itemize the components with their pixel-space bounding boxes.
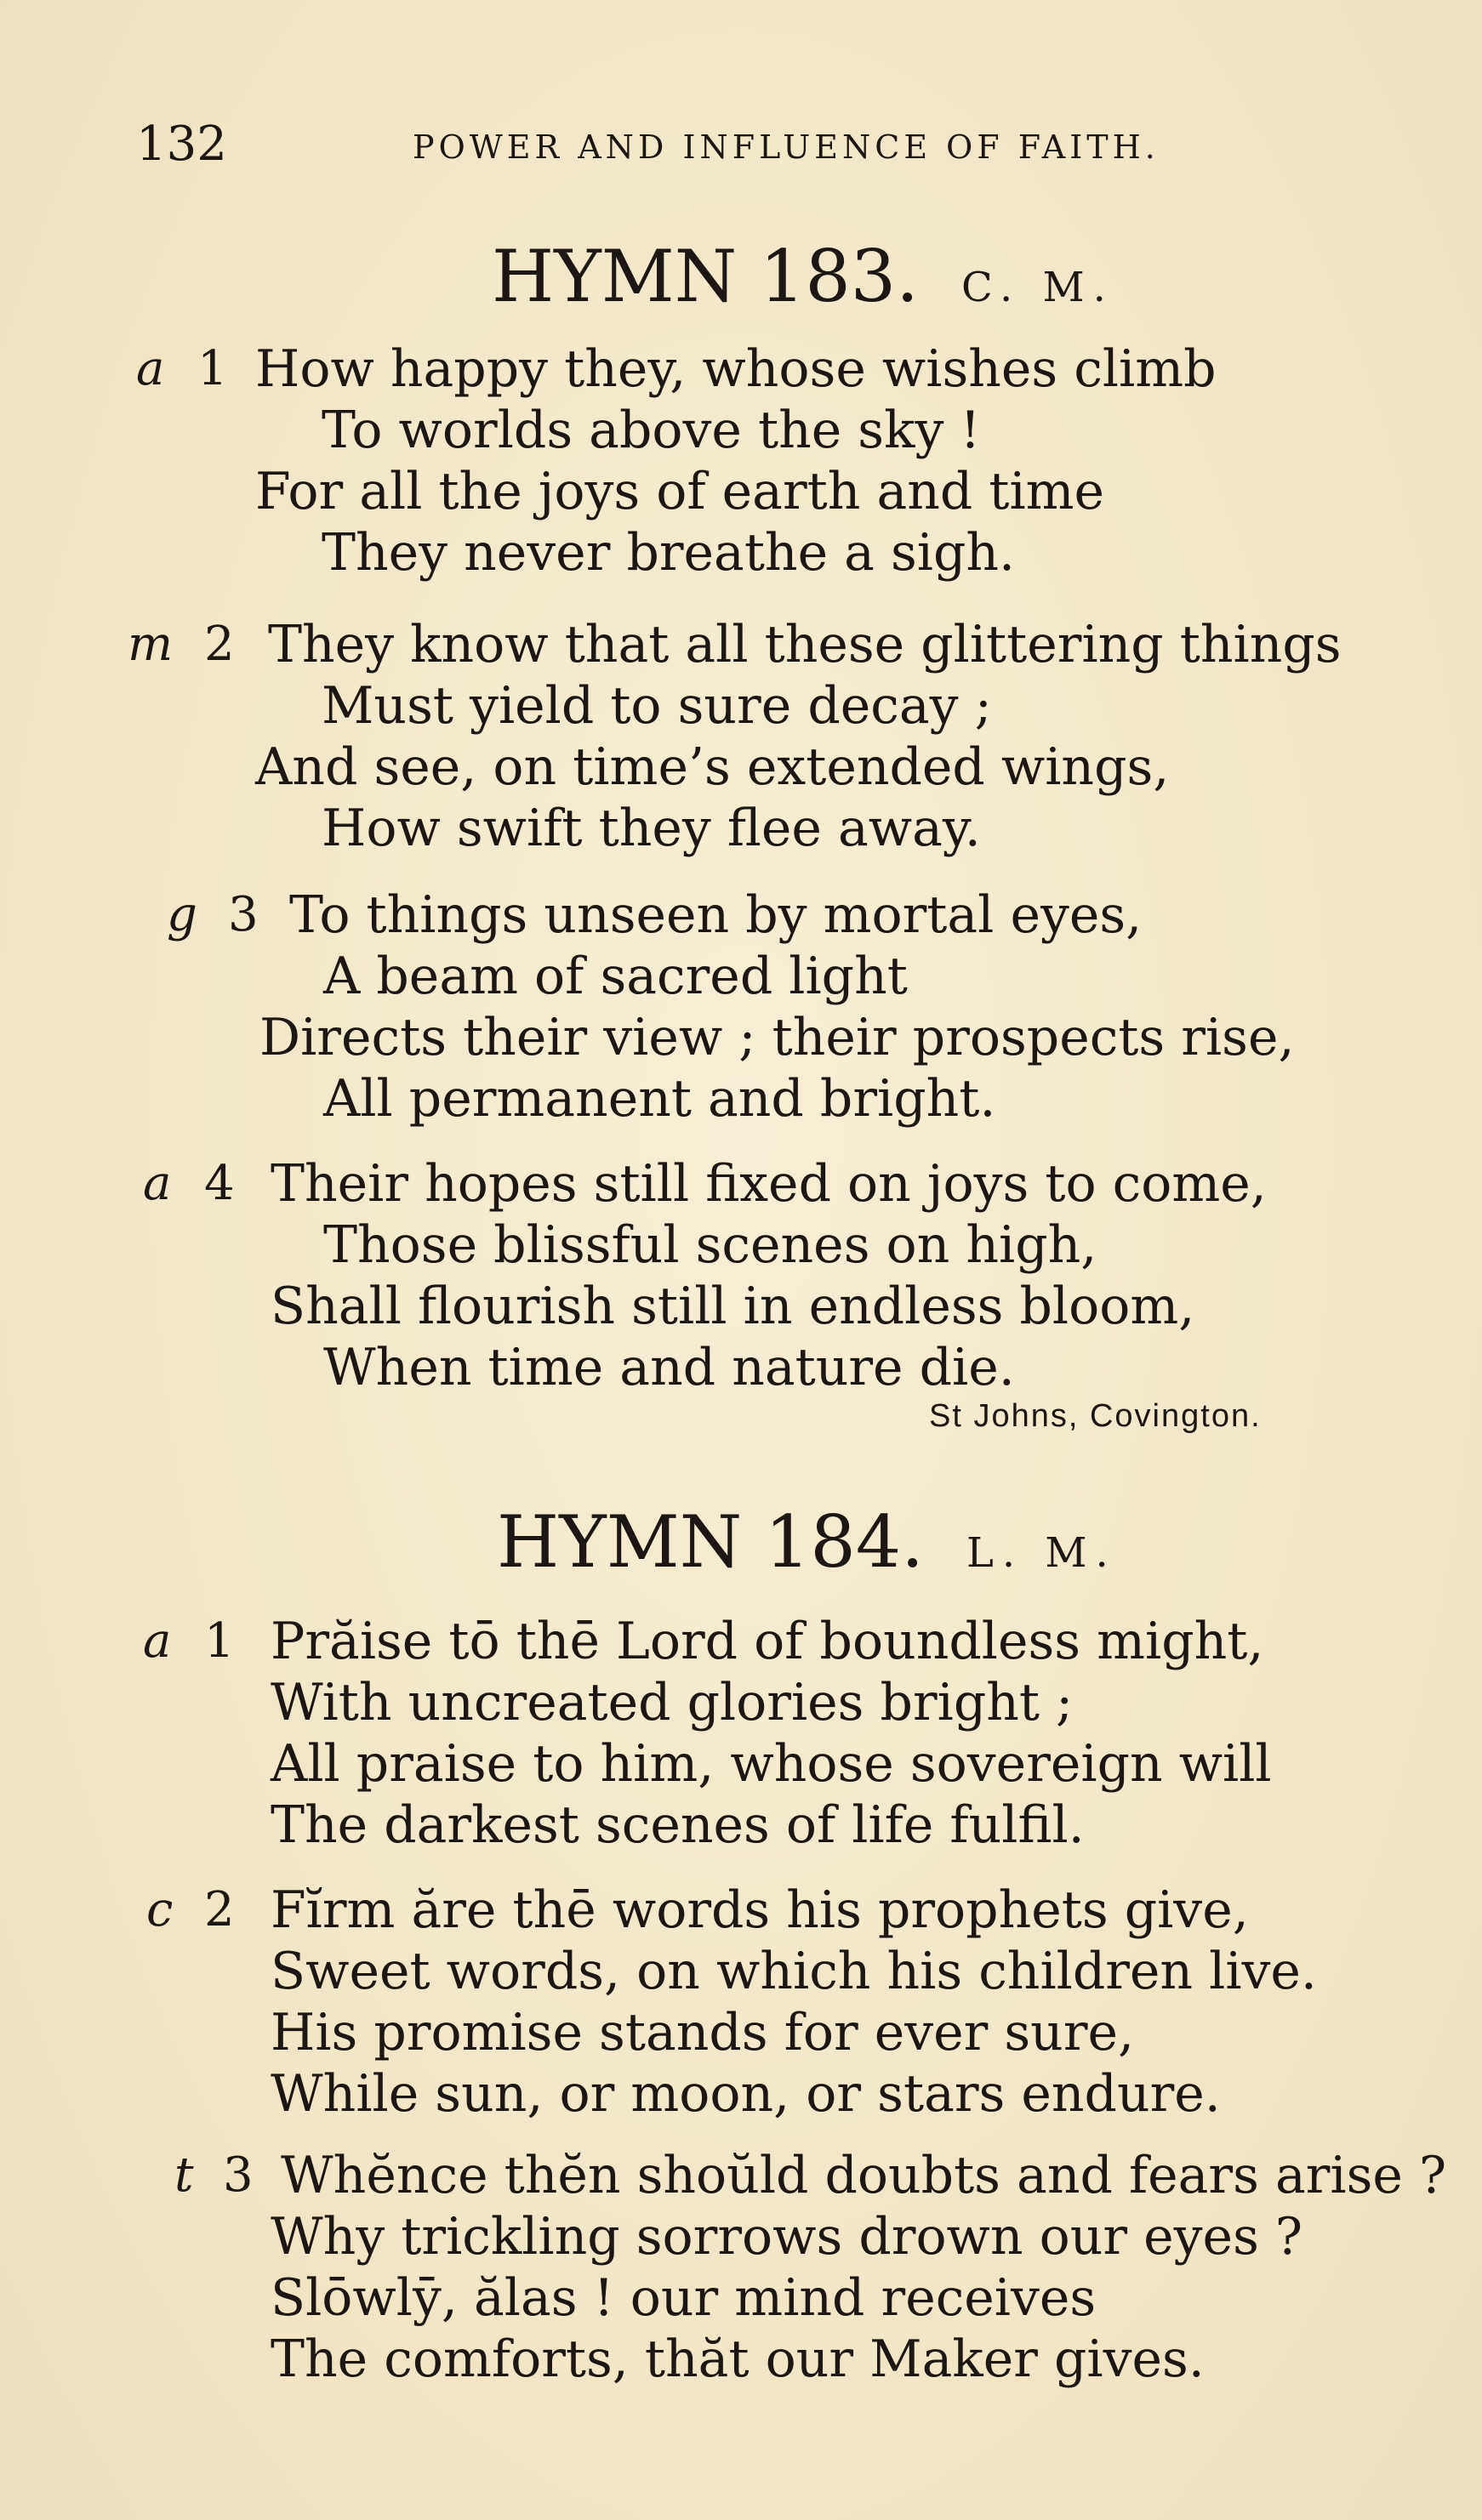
stanza-number: 1: [204, 1613, 235, 1669]
stanza-mark: g: [167, 887, 197, 942]
verse-line: They never breathe a sigh.: [322, 523, 1016, 583]
hymn-title: HYMN 184.: [497, 1500, 924, 1584]
verse-line: Must yield to sure decay ;: [322, 676, 992, 736]
verse-line: The comforts, thăt our Maker gives.: [271, 2329, 1205, 2389]
verse-line: The darkest scenes of life fulfil.: [271, 1795, 1085, 1855]
verse-line: And see, on time’s extended wings,: [255, 737, 1170, 797]
verse-line: Whĕnce thĕn shoŭld doubts and fears arise ?: [281, 2146, 1447, 2205]
stanza-mark: a: [136, 341, 165, 396]
stanza-number: 2: [204, 1882, 235, 1937]
verse-line: Prăise tō thē Lord of boundless might,: [271, 1612, 1264, 1671]
stanza-mark: a: [143, 1613, 172, 1669]
stanza-number: 4: [204, 1156, 235, 1211]
stanza-number: 2: [204, 617, 235, 672]
verse-line: All praise to him, whose sovereign will: [271, 1734, 1272, 1794]
verse-line: When time and nature die.: [323, 1338, 1015, 1397]
hymn-meter: C. M.: [960, 264, 1114, 311]
hymn-meter: L. M.: [966, 1529, 1117, 1577]
stanza-number: 3: [228, 887, 259, 942]
verse-line: Slōwlȳ, ălas ! our mind receives: [271, 2268, 1097, 2328]
verse-line: To worlds above the sky !: [322, 401, 981, 460]
verse-line: Fĭrm ăre thē words his prophets give,: [271, 1880, 1249, 1940]
verse-line: While sun, or moon, or stars endure.: [271, 2064, 1221, 2124]
verse-line: They know that all these glittering things: [268, 615, 1342, 674]
verse-line: All permanent and bright.: [323, 1069, 996, 1129]
verse-line: Why trickling sorrows drown our eyes ?: [271, 2207, 1303, 2267]
running-title: POWER AND INFLUENCE OF FAITH.: [413, 128, 1160, 166]
verse-line: How swift they flee away.: [322, 799, 981, 858]
stanza-mark: c: [146, 1882, 174, 1937]
verse-line: For all the joys of earth and time: [255, 462, 1105, 521]
hymn-heading: [497, 1500, 1117, 1591]
verse-line: With uncreated glories bright ;: [271, 1673, 1074, 1732]
verse-line: Their hopes still fixed on joys to come,: [271, 1154, 1267, 1214]
verse-line: A beam of sacred light: [323, 947, 908, 1006]
hymn-title: HYMN 183.: [492, 235, 919, 318]
verse-line: To things unseen by mortal eyes,: [289, 885, 1143, 945]
verse-line: Those blissful scenes on high,: [323, 1215, 1097, 1275]
verse-line: His promise stands for ever sure,: [271, 2003, 1135, 2062]
hymn-heading: [492, 235, 1114, 326]
stanza-mark: a: [143, 1156, 172, 1211]
stanza-mark: m: [128, 617, 174, 672]
running-head: [136, 119, 1242, 170]
verse-line: Sweet words, on which his children live.: [271, 1942, 1317, 2001]
stanza-number: 3: [223, 2147, 254, 2203]
page-number: 132: [136, 117, 227, 172]
verse-line: How happy they, whose wishes climb: [255, 339, 1217, 399]
stanza-number: 1: [197, 341, 228, 396]
verse-line: Directs their view ; their prospects rise,: [259, 1008, 1295, 1067]
tune-attribution: St Johns, Covington.: [929, 1398, 1262, 1434]
verse-line: Shall flourish still in endless bloom,: [271, 1277, 1195, 1336]
stanza-mark: t: [174, 2147, 194, 2203]
